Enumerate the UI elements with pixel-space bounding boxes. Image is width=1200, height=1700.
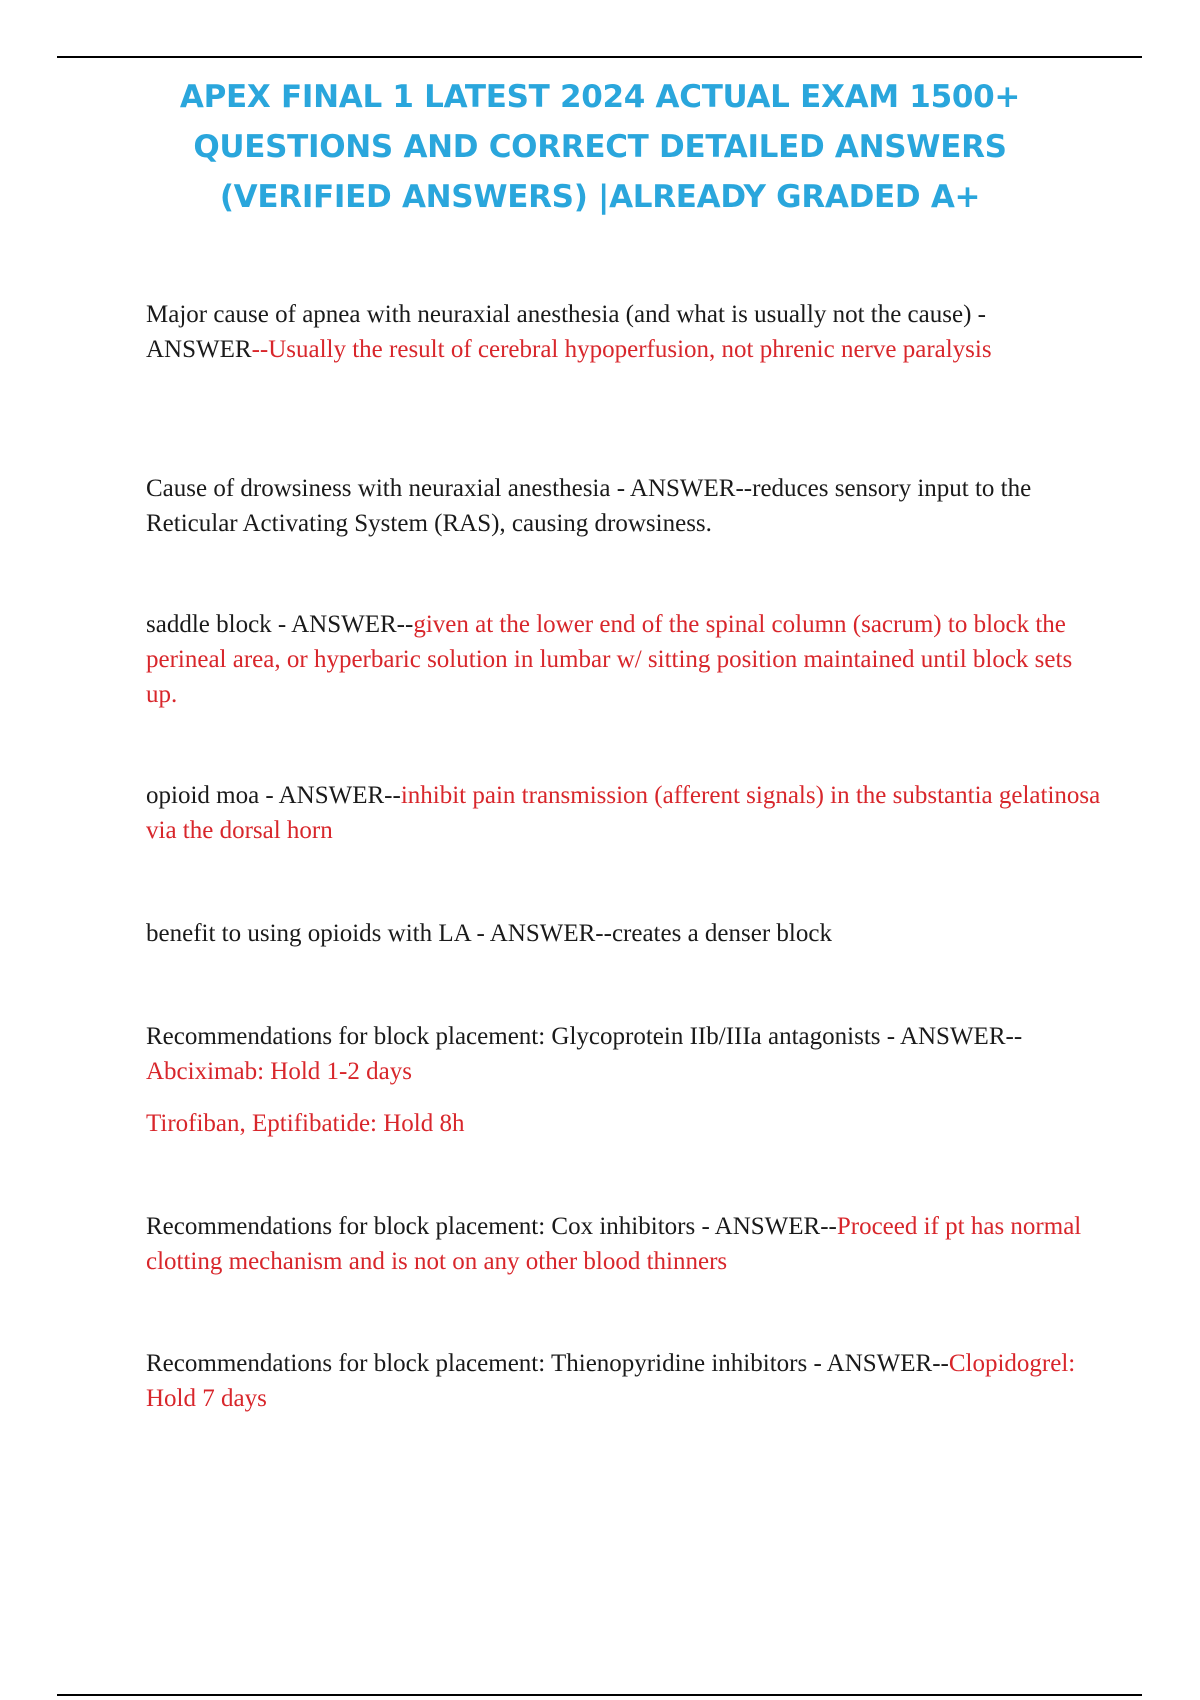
top-rule <box>57 56 1142 58</box>
answer-text: Proceed if pt has normal clotting mechanism and is not on any other blood thinners <box>146 1213 1082 1275</box>
document-title <box>100 72 1100 222</box>
question-text: Major cause of apnea with neuraxial anesthesia (and what is usually not the cause) - ANSWER <box>146 301 986 363</box>
bottom-rule <box>57 1694 1142 1696</box>
title-line-2: QUESTIONS AND CORRECT DETAILED ANSWERS <box>193 129 1007 165</box>
answer-text: --reduces sensory input to the Reticular Activating System (RAS), causing drowsiness. <box>146 475 1032 537</box>
qa-item-apnea <box>146 297 1101 367</box>
question-text: Recommendations for block placement: Cox inhibitors - ANSWER-- <box>146 1213 837 1240</box>
title-line-1: APEX FINAL 1 LATEST 2024 ACTUAL EXAM 1500+ <box>179 79 1021 115</box>
question-text: opioid moa - ANSWER-- <box>146 782 401 809</box>
answer-text: --Usually the result of cerebral hypoperfusion, not phrenic nerve paralysis <box>251 336 992 363</box>
qa-item-drowsiness <box>146 471 1101 541</box>
question-text: saddle block - ANSWER-- <box>146 611 414 638</box>
question-text: benefit to using opioids with LA - ANSWER <box>146 920 596 947</box>
question-text: Recommendations for block placement: Thienopyridine inhibitors - ANSWER-- <box>146 1350 949 1377</box>
qa-item-opioids-la <box>146 916 1101 951</box>
answer-text: given at the lower end of the spinal column (sacrum) to block the perineal area, or hyperbaric solution in lumbar w/ sitting position maintained until block sets up. <box>146 611 1073 708</box>
qa-item-saddle-block <box>146 607 1101 712</box>
question-text: Cause of drowsiness with neuraxial anesthesia - ANSWER <box>146 475 736 502</box>
qa-item-cox-inhibitors <box>146 1209 1101 1279</box>
qa-item-glycoprotein <box>146 1019 1101 1089</box>
question-text: Recommendations for block placement: Glycoprotein IIb/IIIa antagonists - ANSWER-- <box>146 1023 1023 1050</box>
answer-text: Abciximab: Hold 1-2 days <box>146 1058 412 1085</box>
qa-item-thienopyridine <box>146 1346 1101 1416</box>
answer-text: inhibit pain transmission (afferent signals) in the substantia gelatinosa via the dorsal horn <box>146 782 1101 844</box>
title-line-3: (VERIFIED ANSWERS) |ALREADY GRADED A+ <box>219 179 981 215</box>
answer-text: --creates a denser block <box>595 920 832 947</box>
answer-extra-line: Tirofiban, Eptifibatide: Hold 8h <box>146 1110 465 1137</box>
qa-item-opioid-moa <box>146 778 1101 848</box>
answer-text: Clopidogrel: Hold 7 days <box>146 1350 1076 1412</box>
